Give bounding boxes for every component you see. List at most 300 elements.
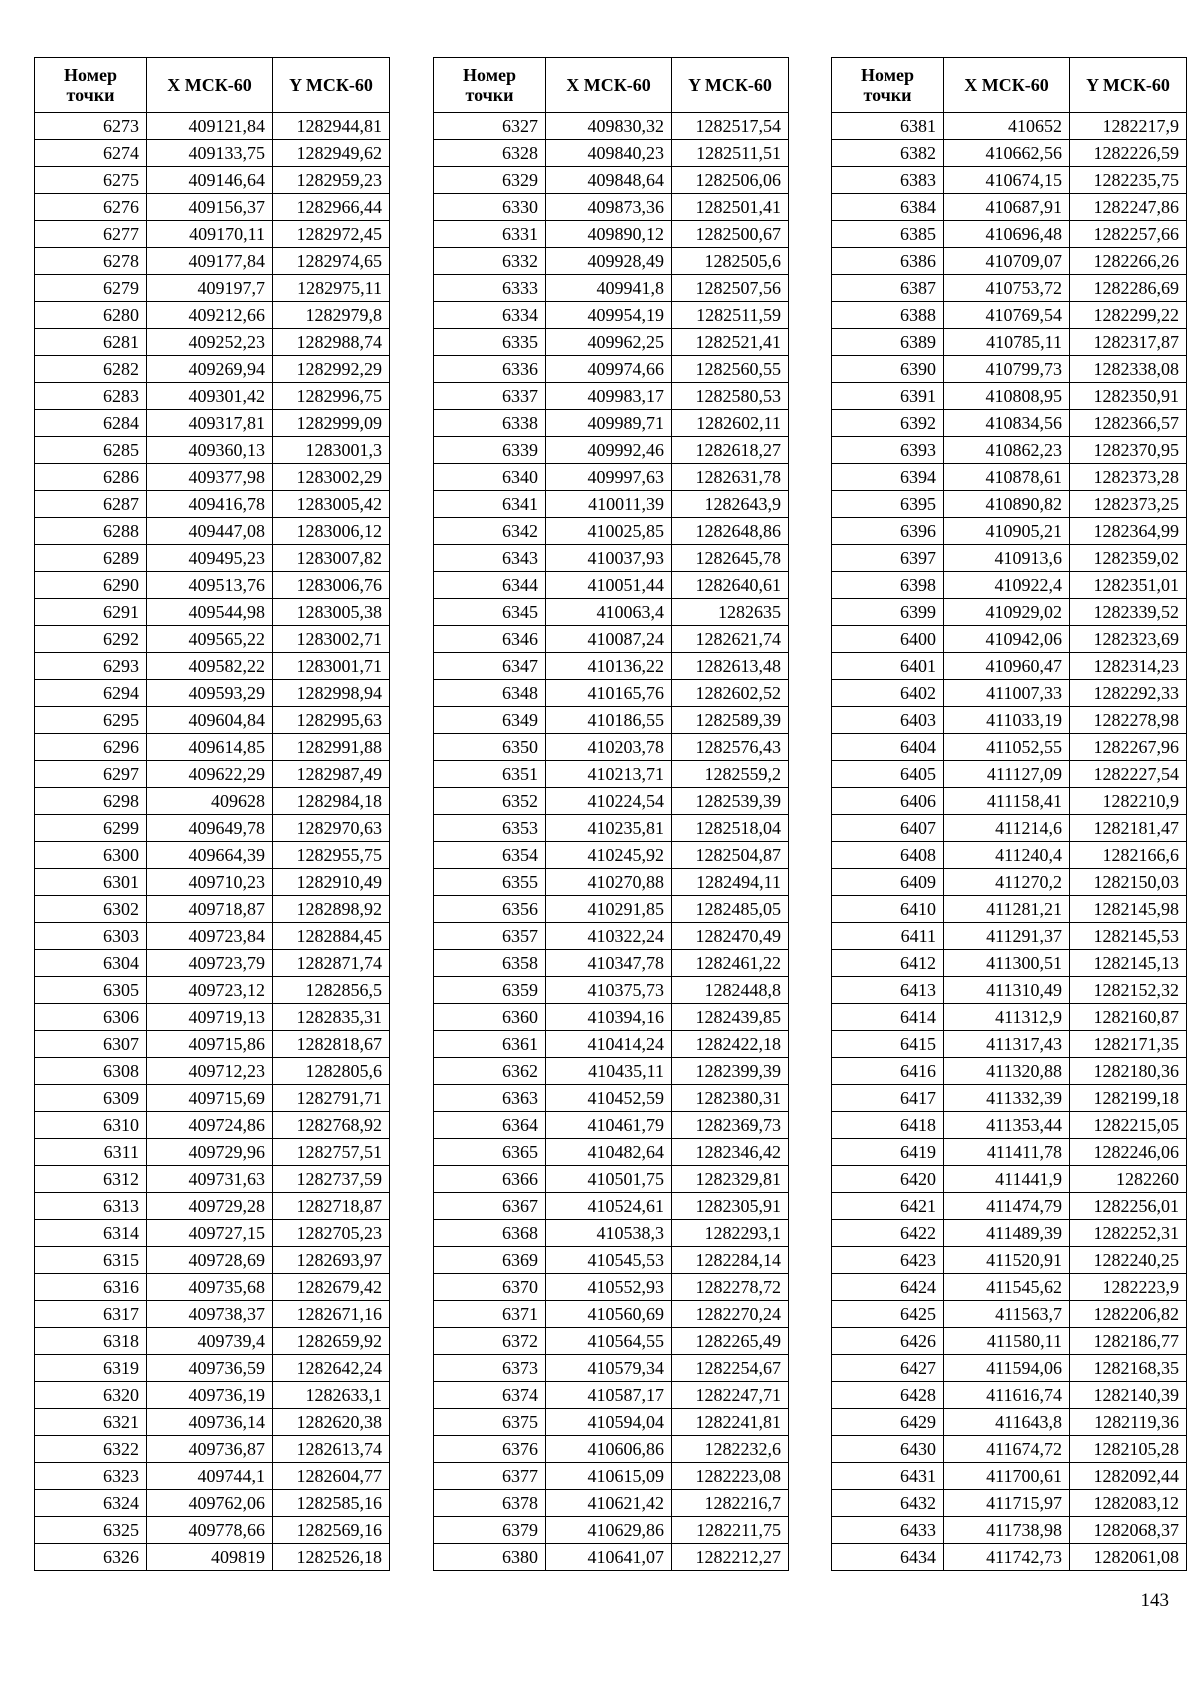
y-coordinate-cell: 1282737,59 — [273, 1166, 390, 1193]
x-coordinate-cell: 409495,23 — [147, 545, 273, 572]
table-row — [832, 680, 1187, 707]
x-coordinate-cell: 409133,75 — [147, 140, 273, 167]
table-row — [35, 1490, 390, 1517]
x-coordinate-cell: 409736,87 — [147, 1436, 273, 1463]
x-coordinate-cell: 410347,78 — [546, 950, 672, 977]
table-row — [434, 1355, 789, 1382]
point-number-cell: 6343 — [434, 545, 546, 572]
x-coordinate-cell: 409715,86 — [147, 1031, 273, 1058]
table-row — [832, 410, 1187, 437]
y-coordinate-cell: 1282659,92 — [273, 1328, 390, 1355]
table-row — [832, 1301, 1187, 1328]
point-number-cell: 6433 — [832, 1517, 944, 1544]
x-coordinate-cell: 410213,71 — [546, 761, 672, 788]
x-coordinate-cell: 409416,78 — [147, 491, 273, 518]
point-number-cell: 6321 — [35, 1409, 147, 1436]
y-coordinate-cell: 1282505,6 — [672, 248, 789, 275]
y-coordinate-cell: 1282648,86 — [672, 518, 789, 545]
x-coordinate-cell: 410696,48 — [944, 221, 1070, 248]
y-coordinate-cell: 1282705,23 — [273, 1220, 390, 1247]
point-number-cell: 6357 — [434, 923, 546, 950]
table-row — [832, 518, 1187, 545]
y-coordinate-cell: 1282966,44 — [273, 194, 390, 221]
y-coordinate-cell: 1282247,86 — [1070, 194, 1187, 221]
y-coordinate-cell: 1282984,18 — [273, 788, 390, 815]
x-coordinate-cell: 411738,98 — [944, 1517, 1070, 1544]
table-row — [832, 626, 1187, 653]
point-number-cell: 6329 — [434, 167, 546, 194]
table-row — [434, 1247, 789, 1274]
x-coordinate-cell: 411300,51 — [944, 950, 1070, 977]
x-coordinate-cell: 409848,64 — [546, 167, 672, 194]
y-coordinate-cell: 1282152,32 — [1070, 977, 1187, 1004]
x-coordinate-cell: 410960,47 — [944, 653, 1070, 680]
point-number-cell: 6303 — [35, 923, 147, 950]
y-coordinate-cell: 1282871,74 — [273, 950, 390, 977]
y-coordinate-cell: 1283006,76 — [273, 572, 390, 599]
point-number-cell: 6292 — [35, 626, 147, 653]
point-number-cell: 6370 — [434, 1274, 546, 1301]
x-coordinate-cell: 409736,14 — [147, 1409, 273, 1436]
point-number-cell: 6282 — [35, 356, 147, 383]
point-number-cell: 6366 — [434, 1166, 546, 1193]
x-coordinate-cell: 409628 — [147, 788, 273, 815]
table-row — [35, 1382, 390, 1409]
coordinates-table-3 — [831, 57, 1187, 1571]
point-number-cell: 6346 — [434, 626, 546, 653]
y-coordinate-cell: 1282620,38 — [273, 1409, 390, 1436]
table-row — [434, 842, 789, 869]
point-number-cell: 6379 — [434, 1517, 546, 1544]
table-row — [35, 1085, 390, 1112]
y-coordinate-cell: 1282370,95 — [1070, 437, 1187, 464]
y-coordinate-cell: 1282317,87 — [1070, 329, 1187, 356]
table-row — [35, 761, 390, 788]
x-coordinate-cell: 410452,59 — [546, 1085, 672, 1112]
x-coordinate-cell: 409269,94 — [147, 356, 273, 383]
y-coordinate-cell: 1282448,8 — [672, 977, 789, 1004]
x-coordinate-cell: 411240,4 — [944, 842, 1070, 869]
point-number-cell: 6324 — [35, 1490, 147, 1517]
point-number-cell: 6424 — [832, 1274, 944, 1301]
point-number-cell: 6297 — [35, 761, 147, 788]
x-coordinate-cell: 411489,39 — [944, 1220, 1070, 1247]
y-coordinate-cell: 1282910,49 — [273, 869, 390, 896]
table-row — [35, 923, 390, 950]
y-coordinate-cell: 1282970,63 — [273, 815, 390, 842]
table-row — [35, 356, 390, 383]
table-row — [35, 1220, 390, 1247]
point-number-cell: 6277 — [35, 221, 147, 248]
point-number-cell: 6392 — [832, 410, 944, 437]
point-number-cell: 6390 — [832, 356, 944, 383]
point-number-cell: 6365 — [434, 1139, 546, 1166]
y-coordinate-cell: 1282635 — [672, 599, 789, 626]
y-coordinate-cell: 1282346,42 — [672, 1139, 789, 1166]
x-coordinate-cell: 409890,12 — [546, 221, 672, 248]
x-coordinate-cell: 409723,79 — [147, 950, 273, 977]
point-number-cell: 6305 — [35, 977, 147, 1004]
x-coordinate-cell: 409762,06 — [147, 1490, 273, 1517]
x-coordinate-cell: 409622,29 — [147, 761, 273, 788]
y-coordinate-cell: 1282518,04 — [672, 815, 789, 842]
point-number-header: Номер точки — [35, 58, 147, 113]
table-row — [832, 1274, 1187, 1301]
point-number-cell: 6353 — [434, 815, 546, 842]
x-coordinate-cell: 410524,61 — [546, 1193, 672, 1220]
y-coordinate-cell: 1282270,24 — [672, 1301, 789, 1328]
table-row — [434, 896, 789, 923]
table-row — [832, 1004, 1187, 1031]
table-row — [832, 221, 1187, 248]
point-number-cell: 6388 — [832, 302, 944, 329]
y-coordinate-cell: 1282485,05 — [672, 896, 789, 923]
table-row — [35, 1301, 390, 1328]
y-coordinate-cell: 1282613,48 — [672, 653, 789, 680]
y-coordinate-cell: 1282217,9 — [1070, 113, 1187, 140]
y-coordinate-cell: 1282718,87 — [273, 1193, 390, 1220]
point-number-cell: 6375 — [434, 1409, 546, 1436]
table-row — [832, 788, 1187, 815]
y-coordinate-cell: 1282631,78 — [672, 464, 789, 491]
table-row — [832, 1166, 1187, 1193]
y-coordinate-cell: 1282241,81 — [672, 1409, 789, 1436]
table-row — [434, 761, 789, 788]
y-coordinate-cell: 1282265,49 — [672, 1328, 789, 1355]
point-number-cell: 6300 — [35, 842, 147, 869]
y-coordinate-cell: 1282145,13 — [1070, 950, 1187, 977]
table-row — [35, 221, 390, 248]
point-number-cell: 6291 — [35, 599, 147, 626]
y-coordinate-cell: 1282988,74 — [273, 329, 390, 356]
x-coordinate-cell: 411332,39 — [944, 1085, 1070, 1112]
y-coordinate-cell: 1282835,31 — [273, 1004, 390, 1031]
table-row — [434, 572, 789, 599]
y-coordinate-cell: 1282949,62 — [273, 140, 390, 167]
y-coordinate-cell: 1282359,02 — [1070, 545, 1187, 572]
x-coordinate-cell: 409873,36 — [546, 194, 672, 221]
x-coordinate-cell: 410482,64 — [546, 1139, 672, 1166]
table-row — [35, 1031, 390, 1058]
point-number-cell: 6425 — [832, 1301, 944, 1328]
table-row — [434, 1058, 789, 1085]
y-coordinate-cell: 1282366,57 — [1070, 410, 1187, 437]
x-coordinate-cell: 411563,7 — [944, 1301, 1070, 1328]
x-coordinate-cell: 411320,88 — [944, 1058, 1070, 1085]
y-coordinate-cell: 1282461,22 — [672, 950, 789, 977]
y-coordinate-cell: 1282232,6 — [672, 1436, 789, 1463]
y-coordinate-cell: 1282507,56 — [672, 275, 789, 302]
point-number-cell: 6284 — [35, 410, 147, 437]
table-row — [35, 1544, 390, 1571]
table-row — [434, 1328, 789, 1355]
y-coordinate-cell: 1282580,53 — [672, 383, 789, 410]
point-number-cell: 6322 — [35, 1436, 147, 1463]
point-number-cell: 6372 — [434, 1328, 546, 1355]
point-number-cell: 6426 — [832, 1328, 944, 1355]
point-number-cell: 6407 — [832, 815, 944, 842]
y-coordinate-cell: 1282369,73 — [672, 1112, 789, 1139]
table-row — [35, 491, 390, 518]
point-number-cell: 6413 — [832, 977, 944, 1004]
x-coordinate-cell: 410538,3 — [546, 1220, 672, 1247]
table-row — [35, 950, 390, 977]
point-number-cell: 6400 — [832, 626, 944, 653]
y-coordinate-cell: 1282618,27 — [672, 437, 789, 464]
y-coordinate-cell: 1282517,54 — [672, 113, 789, 140]
point-number-cell: 6406 — [832, 788, 944, 815]
table-row — [434, 491, 789, 518]
x-coordinate-cell: 409723,12 — [147, 977, 273, 1004]
x-coordinate-cell: 411441,9 — [944, 1166, 1070, 1193]
table-row — [434, 1409, 789, 1436]
table-row — [35, 545, 390, 572]
x-coordinate-cell: 411411,78 — [944, 1139, 1070, 1166]
x-coordinate-cell: 409830,32 — [546, 113, 672, 140]
table-row — [832, 1085, 1187, 1112]
table-row — [35, 302, 390, 329]
point-number-cell: 6339 — [434, 437, 546, 464]
x-coordinate-cell: 410461,79 — [546, 1112, 672, 1139]
table-row — [832, 437, 1187, 464]
y-coordinate-cell: 1282757,51 — [273, 1139, 390, 1166]
y-coordinate-cell: 1282256,01 — [1070, 1193, 1187, 1220]
x-coordinate-cell: 409974,66 — [546, 356, 672, 383]
point-number-cell: 6315 — [35, 1247, 147, 1274]
x-coordinate-cell: 409197,7 — [147, 275, 273, 302]
table-row — [434, 680, 789, 707]
x-coordinate-cell: 410322,24 — [546, 923, 672, 950]
point-number-cell: 6367 — [434, 1193, 546, 1220]
y-coordinate-cell: 1282186,77 — [1070, 1328, 1187, 1355]
point-number-cell: 6332 — [434, 248, 546, 275]
y-coordinate-cell: 1282150,03 — [1070, 869, 1187, 896]
x-coordinate-cell: 410890,82 — [944, 491, 1070, 518]
y-coordinate-cell: 1282166,6 — [1070, 842, 1187, 869]
x-coordinate-cell: 410913,6 — [944, 545, 1070, 572]
y-coordinate-cell: 1282560,55 — [672, 356, 789, 383]
point-number-cell: 6378 — [434, 1490, 546, 1517]
x-coordinate-cell: 409729,28 — [147, 1193, 273, 1220]
table-row — [832, 356, 1187, 383]
y-coordinate-cell: 1283005,42 — [273, 491, 390, 518]
table-row — [832, 572, 1187, 599]
y-coordinate-cell: 1282278,98 — [1070, 707, 1187, 734]
y-coordinate-cell: 1282999,09 — [273, 410, 390, 437]
point-number-cell: 6412 — [832, 950, 944, 977]
y-coordinate-cell: 1282061,08 — [1070, 1544, 1187, 1571]
table-row — [832, 896, 1187, 923]
point-number-cell: 6363 — [434, 1085, 546, 1112]
y-coordinate-cell: 1282642,24 — [273, 1355, 390, 1382]
y-coordinate-cell: 1282068,37 — [1070, 1517, 1187, 1544]
table-row — [832, 167, 1187, 194]
point-number-cell: 6348 — [434, 680, 546, 707]
point-number-cell: 6340 — [434, 464, 546, 491]
y-coordinate-cell: 1282168,35 — [1070, 1355, 1187, 1382]
point-number-header: Номер точки — [832, 58, 944, 113]
point-number-cell: 6328 — [434, 140, 546, 167]
y-coordinate-cell: 1282299,22 — [1070, 302, 1187, 329]
point-number-cell: 6385 — [832, 221, 944, 248]
y-coordinate-cell: 1282992,29 — [273, 356, 390, 383]
point-number-cell: 6416 — [832, 1058, 944, 1085]
point-number-cell: 6432 — [832, 1490, 944, 1517]
x-coordinate-cell: 410063,4 — [546, 599, 672, 626]
point-number-cell: 6383 — [832, 167, 944, 194]
point-number-cell: 6359 — [434, 977, 546, 1004]
point-number-cell: 6427 — [832, 1355, 944, 1382]
point-number-cell: 6338 — [434, 410, 546, 437]
y-coordinate-cell: 1282569,16 — [273, 1517, 390, 1544]
x-coordinate-cell: 410834,56 — [944, 410, 1070, 437]
x-coordinate-cell: 409360,13 — [147, 437, 273, 464]
table-row — [434, 545, 789, 572]
y-coordinate-cell: 1282226,59 — [1070, 140, 1187, 167]
y-coordinate-cell: 1282140,39 — [1070, 1382, 1187, 1409]
point-number-cell: 6355 — [434, 869, 546, 896]
point-number-cell: 6275 — [35, 167, 147, 194]
point-number-cell: 6389 — [832, 329, 944, 356]
y-coordinate-cell: 1282955,75 — [273, 842, 390, 869]
table-row — [35, 1193, 390, 1220]
point-number-cell: 6391 — [832, 383, 944, 410]
point-number-cell: 6393 — [832, 437, 944, 464]
point-number-cell: 6313 — [35, 1193, 147, 1220]
y-coordinate-cell: 1283001,3 — [273, 437, 390, 464]
coordinates-table-1 — [34, 57, 390, 1571]
y-coordinate-cell: 1282399,39 — [672, 1058, 789, 1085]
table-row — [35, 1139, 390, 1166]
y-coordinate-cell: 1282972,45 — [273, 221, 390, 248]
table-row — [35, 437, 390, 464]
point-number-cell: 6434 — [832, 1544, 944, 1571]
y-coordinate-cell: 1282181,47 — [1070, 815, 1187, 842]
x-coordinate-cell: 409992,46 — [546, 437, 672, 464]
x-coordinate-cell: 409739,4 — [147, 1328, 273, 1355]
x-coordinate-cell: 409954,19 — [546, 302, 672, 329]
point-number-cell: 6294 — [35, 680, 147, 707]
x-coordinate-cell: 409744,1 — [147, 1463, 273, 1490]
table-row — [434, 1085, 789, 1112]
y-coordinate-cell: 1282791,71 — [273, 1085, 390, 1112]
point-number-cell: 6396 — [832, 518, 944, 545]
table-row — [434, 1193, 789, 1220]
point-number-cell: 6362 — [434, 1058, 546, 1085]
x-coordinate-cell: 409729,96 — [147, 1139, 273, 1166]
x-coordinate-cell: 410753,72 — [944, 275, 1070, 302]
table-row — [832, 194, 1187, 221]
y-coordinate-cell: 1282266,26 — [1070, 248, 1187, 275]
table-row — [35, 599, 390, 626]
x-coordinate-cell: 409928,49 — [546, 248, 672, 275]
x-coordinate-cell: 411281,21 — [944, 896, 1070, 923]
point-number-cell: 6429 — [832, 1409, 944, 1436]
x-coordinate-cell: 411310,49 — [944, 977, 1070, 1004]
x-coordinate-cell: 409962,25 — [546, 329, 672, 356]
table-row — [832, 1193, 1187, 1220]
point-number-cell: 6316 — [35, 1274, 147, 1301]
x-coordinate-cell: 411715,97 — [944, 1490, 1070, 1517]
x-coordinate-cell: 410037,93 — [546, 545, 672, 572]
point-number-cell: 6361 — [434, 1031, 546, 1058]
y-coordinate-cell: 1282199,18 — [1070, 1085, 1187, 1112]
table-row — [434, 923, 789, 950]
x-coordinate-cell: 410564,55 — [546, 1328, 672, 1355]
y-coordinate-header: Y МСК-60 — [672, 58, 789, 113]
point-number-cell: 6397 — [832, 545, 944, 572]
point-number-cell: 6319 — [35, 1355, 147, 1382]
y-coordinate-cell: 1282380,31 — [672, 1085, 789, 1112]
x-coordinate-cell: 410203,78 — [546, 734, 672, 761]
table-row — [832, 275, 1187, 302]
point-number-cell: 6320 — [35, 1382, 147, 1409]
point-number-cell: 6312 — [35, 1166, 147, 1193]
x-coordinate-cell: 411033,19 — [944, 707, 1070, 734]
table-row — [434, 950, 789, 977]
x-coordinate-cell: 409738,37 — [147, 1301, 273, 1328]
table-row — [35, 1004, 390, 1031]
point-number-cell: 6311 — [35, 1139, 147, 1166]
point-number-cell: 6373 — [434, 1355, 546, 1382]
x-coordinate-cell: 410862,23 — [944, 437, 1070, 464]
y-coordinate-cell: 1282995,63 — [273, 707, 390, 734]
y-coordinate-cell: 1282210,9 — [1070, 788, 1187, 815]
table-row — [832, 1031, 1187, 1058]
table-row — [832, 1544, 1187, 1571]
y-coordinate-cell: 1282246,06 — [1070, 1139, 1187, 1166]
table-row — [434, 707, 789, 734]
x-coordinate-cell: 411700,61 — [944, 1463, 1070, 1490]
table-row — [832, 923, 1187, 950]
x-coordinate-cell: 410235,81 — [546, 815, 672, 842]
x-coordinate-cell: 409724,86 — [147, 1112, 273, 1139]
y-coordinate-header: Y МСК-60 — [273, 58, 390, 113]
table-row — [434, 1544, 789, 1571]
y-coordinate-cell: 1282329,81 — [672, 1166, 789, 1193]
y-coordinate-cell: 1282223,08 — [672, 1463, 789, 1490]
x-coordinate-cell: 411353,44 — [944, 1112, 1070, 1139]
table-row — [832, 1382, 1187, 1409]
x-coordinate-cell: 410878,61 — [944, 464, 1070, 491]
point-number-cell: 6364 — [434, 1112, 546, 1139]
x-coordinate-cell: 411052,55 — [944, 734, 1070, 761]
x-coordinate-cell: 409447,08 — [147, 518, 273, 545]
y-coordinate-cell: 1282323,69 — [1070, 626, 1187, 653]
header-row — [35, 58, 390, 113]
point-number-cell: 6354 — [434, 842, 546, 869]
x-coordinate-cell: 410615,09 — [546, 1463, 672, 1490]
x-coordinate-cell: 409614,85 — [147, 734, 273, 761]
x-coordinate-cell: 410011,39 — [546, 491, 672, 518]
point-number-cell: 6395 — [832, 491, 944, 518]
y-coordinate-cell: 1282314,23 — [1070, 653, 1187, 680]
table-row — [434, 977, 789, 1004]
y-coordinate-cell: 1282119,36 — [1070, 1409, 1187, 1436]
x-coordinate-header: X МСК-60 — [944, 58, 1070, 113]
point-number-cell: 6430 — [832, 1436, 944, 1463]
x-coordinate-cell: 410587,17 — [546, 1382, 672, 1409]
x-coordinate-cell: 410942,06 — [944, 626, 1070, 653]
y-coordinate-cell: 1282585,16 — [273, 1490, 390, 1517]
table-row — [832, 950, 1187, 977]
y-coordinate-cell: 1282338,08 — [1070, 356, 1187, 383]
x-coordinate-cell: 410186,55 — [546, 707, 672, 734]
x-coordinate-cell: 410662,56 — [944, 140, 1070, 167]
y-coordinate-cell: 1282216,7 — [672, 1490, 789, 1517]
point-number-cell: 6317 — [35, 1301, 147, 1328]
table-row — [832, 707, 1187, 734]
